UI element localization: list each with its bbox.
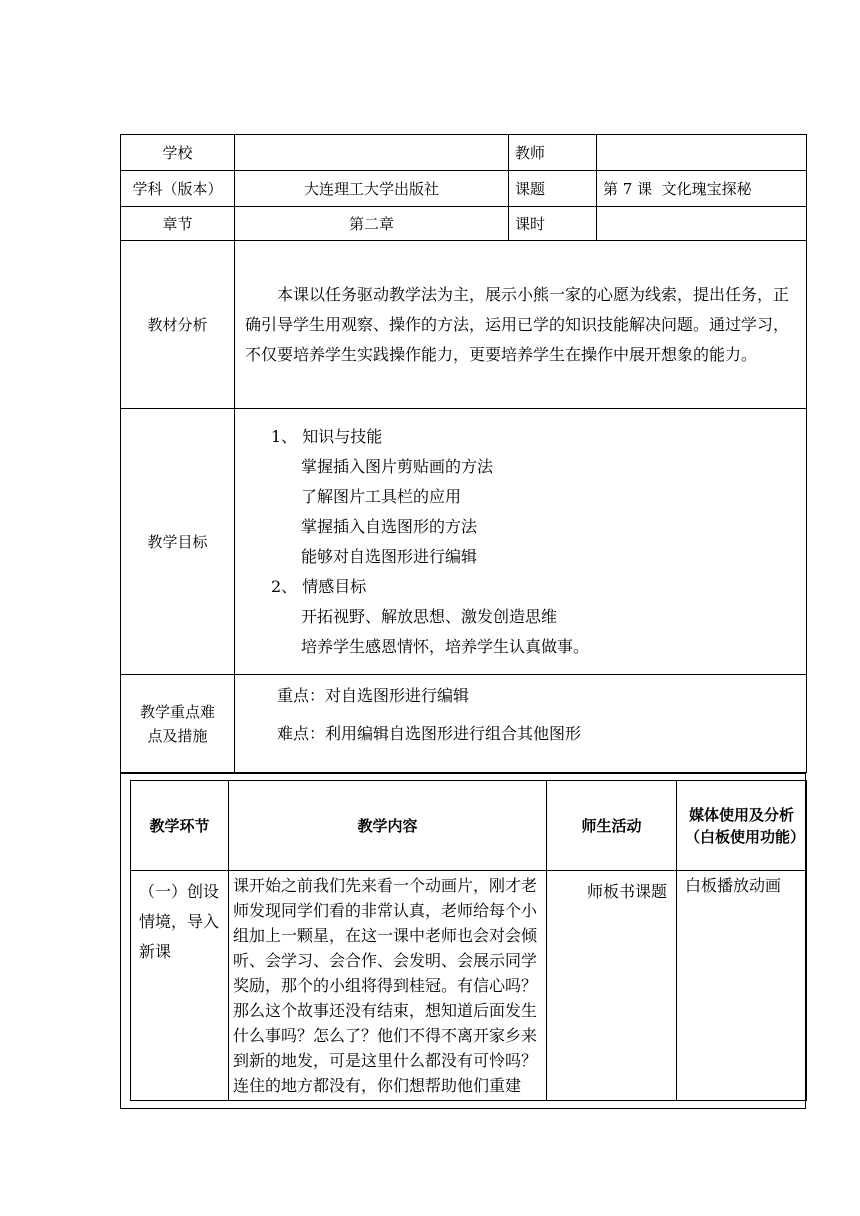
hours-label: 课时 bbox=[509, 207, 597, 241]
lesson-info-table bbox=[120, 134, 807, 773]
goal-item: 掌握插入自选图形的方法 bbox=[301, 516, 478, 536]
subject-value: 大连理工大学出版社 bbox=[235, 171, 509, 207]
media-cell: 白板播放动画 bbox=[677, 871, 807, 1101]
goals-heading-2: 2、 情感目标 bbox=[271, 576, 367, 596]
goals-heading-1: 1、 知识与技能 bbox=[271, 426, 383, 446]
subject-label: 学科（版本） bbox=[121, 171, 235, 207]
goal-item: 掌握插入图片剪贴画的方法 bbox=[301, 456, 494, 476]
chapter-label: 章节 bbox=[121, 207, 235, 241]
difficulty-point: 难点：利用编辑自选图形进行组合其他图形 bbox=[277, 724, 582, 743]
keypoints-label: 教学重点难点及措施 bbox=[121, 675, 235, 773]
school-label: 学校 bbox=[121, 135, 235, 171]
topic-label: 课题 bbox=[509, 171, 597, 207]
header-media: 媒体使用及分析（白板使用功能） bbox=[677, 781, 807, 871]
goal-item: 了解图片工具栏的应用 bbox=[301, 486, 462, 506]
chapter-value: 第二章 bbox=[235, 207, 509, 241]
content-cell: 课开始之前我们先来看一个动画片，刚才老师发现同学们看的非常认真，老师给每个小组加上一颗星，在这一课中老师也会对会倾听、会学习、会合作、会发明、会展示同学奖励，那个的小组将得到桂冠。有信心吗？那么这个故事还没有结束，想知道后面发生什么事吗？怎么了？他们不得不离开家乡来到新的地发，可是这里什么都没有可怜吗？连住的地方都没有，你们想帮助他们重建 bbox=[229, 871, 547, 1101]
header-activity: 师生活动 bbox=[547, 781, 677, 871]
teacher-value bbox=[597, 135, 807, 171]
header-content: 教学内容 bbox=[229, 781, 547, 871]
goal-item: 能够对自选图形进行编辑 bbox=[301, 546, 478, 566]
goals-cell bbox=[235, 409, 807, 675]
analysis-cell bbox=[235, 241, 807, 409]
stage-cell: （一）创设情境，导入新课 bbox=[131, 871, 229, 1101]
school-value bbox=[235, 135, 509, 171]
header-stage: 教学环节 bbox=[131, 781, 229, 871]
teaching-process-table bbox=[130, 780, 807, 1101]
topic-value: 第 7 课 文化瑰宝探秘 bbox=[597, 171, 807, 207]
activity-cell: 师板书课题 bbox=[547, 871, 677, 1101]
analysis-label: 教材分析 bbox=[121, 241, 235, 409]
table-row bbox=[131, 871, 807, 1101]
analysis-text: 本课以任务驱动教学法为主，展示小熊一家的心愿为线索，提出任务，正确引导学生用观察、操作的方法，运用已学的知识技能解决问题。通过学习，不仅要培养学生实践操作能力，更要培养学生在操作中展开想象的能力。 bbox=[245, 284, 790, 364]
keypoints-cell bbox=[235, 675, 807, 773]
goal-item: 开拓视野、解放思想、激发创造思维 bbox=[301, 606, 558, 626]
hours-value bbox=[597, 207, 807, 241]
goal-item: 培养学生感恩情怀，培养学生认真做事。 bbox=[301, 636, 590, 656]
teacher-label: 教师 bbox=[509, 135, 597, 171]
key-point: 重点：对自选图形进行编辑 bbox=[277, 686, 470, 705]
goals-label: 教学目标 bbox=[121, 409, 235, 675]
